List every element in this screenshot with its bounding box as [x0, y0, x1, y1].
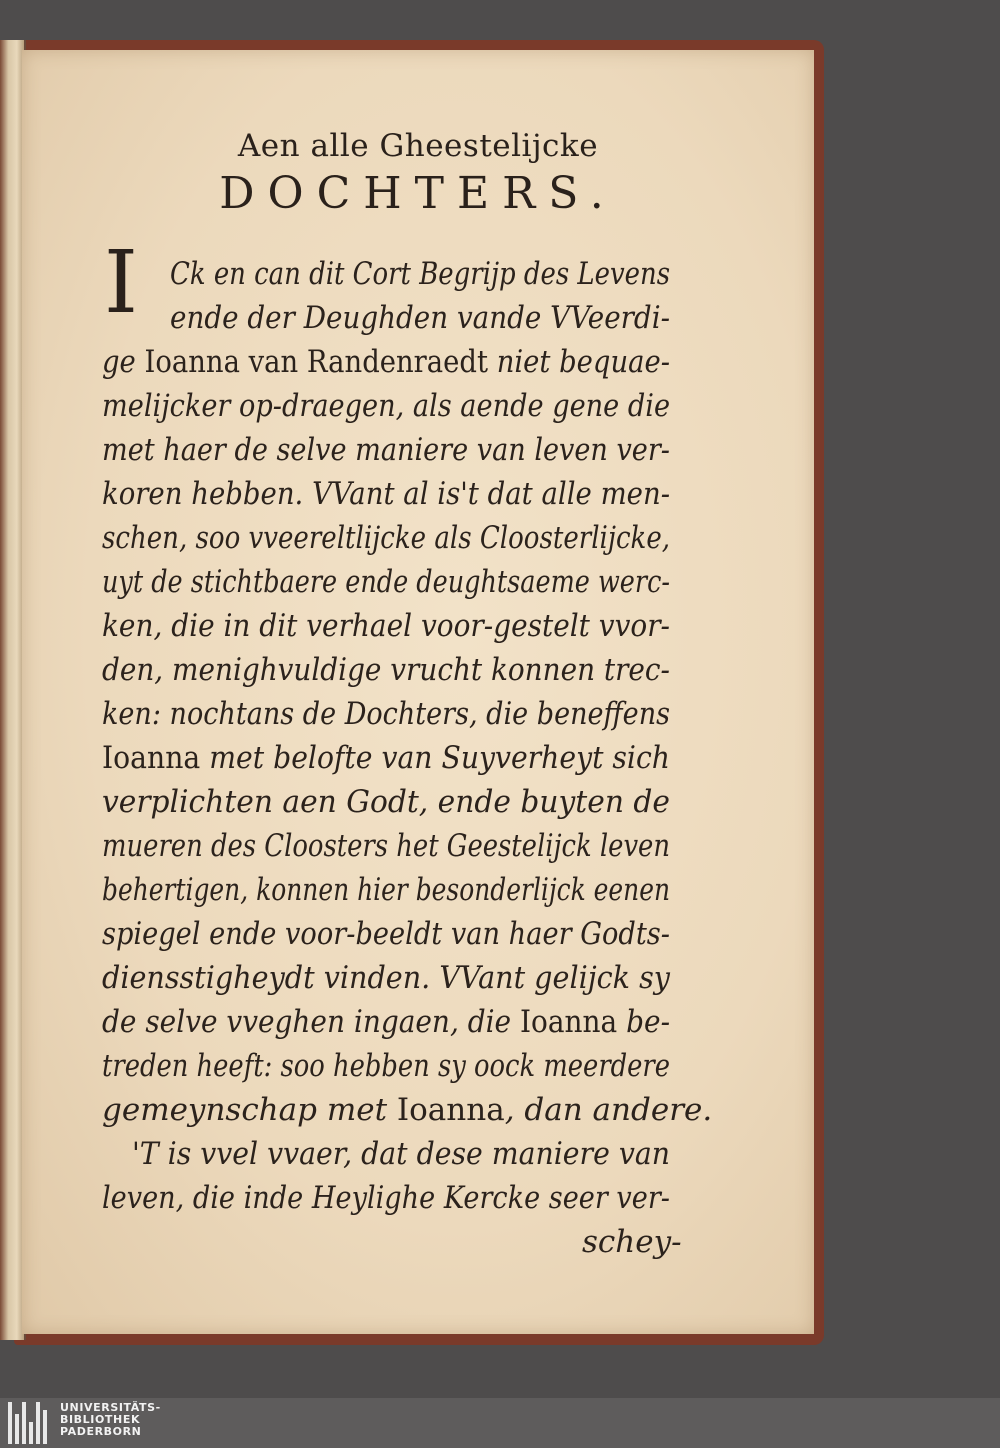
name-roman: Ioanna: [102, 740, 201, 776]
text-segment: gemeynschap met: [102, 1092, 397, 1128]
dedication-title: DOCHTERS.: [219, 168, 617, 219]
logo-line-1: UNIVERSITÄTS-: [60, 1401, 161, 1414]
text-segment: be-: [617, 1004, 671, 1040]
logo-line-2: BIBLIOTHEK: [60, 1413, 141, 1426]
text-line: treden heeft: soo hebben sy oock meerdere: [102, 1048, 671, 1084]
text-line: [102, 1090, 712, 1130]
text-line: ken: nochtans de Dochters, die beneffens: [102, 696, 671, 732]
text-line: mueren des Cloosters het Geestelijck leven: [102, 828, 671, 864]
text-line: ken, die in dit verhael voor-gestelt vvor-: [102, 608, 671, 644]
text-line: melijcker op-draegen, als aende gene die: [102, 388, 671, 424]
logo-line-3: PADERBORN: [60, 1425, 142, 1438]
book-page: [22, 50, 814, 1334]
text-line: met haer de selve maniere van leven ver-: [102, 432, 670, 468]
text-line: koren hebben. VVant al is't dat alle men-: [102, 476, 671, 512]
text-line: [102, 342, 670, 382]
text-segment: met belofte van Suyverheyt sich: [200, 740, 670, 776]
text-segment: niet bequae-: [487, 344, 671, 380]
text-line: spiegel ende voor-beeldt van haer Godts-: [102, 916, 670, 952]
text-line: diensstigheydt vinden. VVant gelijck sy: [102, 960, 670, 996]
text-line: [102, 738, 670, 778]
text-line: schey-: [582, 1224, 682, 1260]
library-footer: [0, 1398, 1000, 1448]
text-line: behertigen, konnen hier besonderlijck eenen: [102, 872, 671, 908]
text-line: schen, soo vveereltlijcke als Cloosterlijcke,: [102, 520, 671, 556]
name-roman: Ioanna: [520, 1004, 618, 1040]
name-roman: Ioanna van Randenraedt: [144, 344, 488, 380]
text-line: [102, 1002, 670, 1042]
name-roman: Ioanna: [396, 1092, 505, 1128]
text-line: uyt de stichtbaere ende deughtsaeme werc-: [102, 564, 670, 600]
dedication-heading: Aen alle Gheestelijcke: [237, 128, 599, 164]
text-line: ende der Deughden vande VVeerdi-: [170, 300, 670, 336]
text-line: den, menighvuldige vrucht konnen trec-: [102, 652, 670, 688]
drop-cap: I: [104, 233, 138, 333]
text-segment: ge: [102, 344, 145, 380]
text-segment: de selve vveghen ingaen, die: [102, 1004, 521, 1040]
text-line: 'T is vvel vvaer, dat dese maniere van: [132, 1136, 670, 1172]
text-line: leven, die inde Heylighe Kercke seer ver-: [102, 1180, 670, 1216]
library-logo-icon: [8, 1402, 48, 1444]
text-segment: , dan andere.: [504, 1092, 713, 1128]
library-logo-text: [60, 1402, 161, 1438]
text-line: Ck en can dit Cort Begrijp des Levens: [170, 256, 671, 292]
text-line: verplichten aen Godt, ende buyten de: [102, 784, 670, 820]
